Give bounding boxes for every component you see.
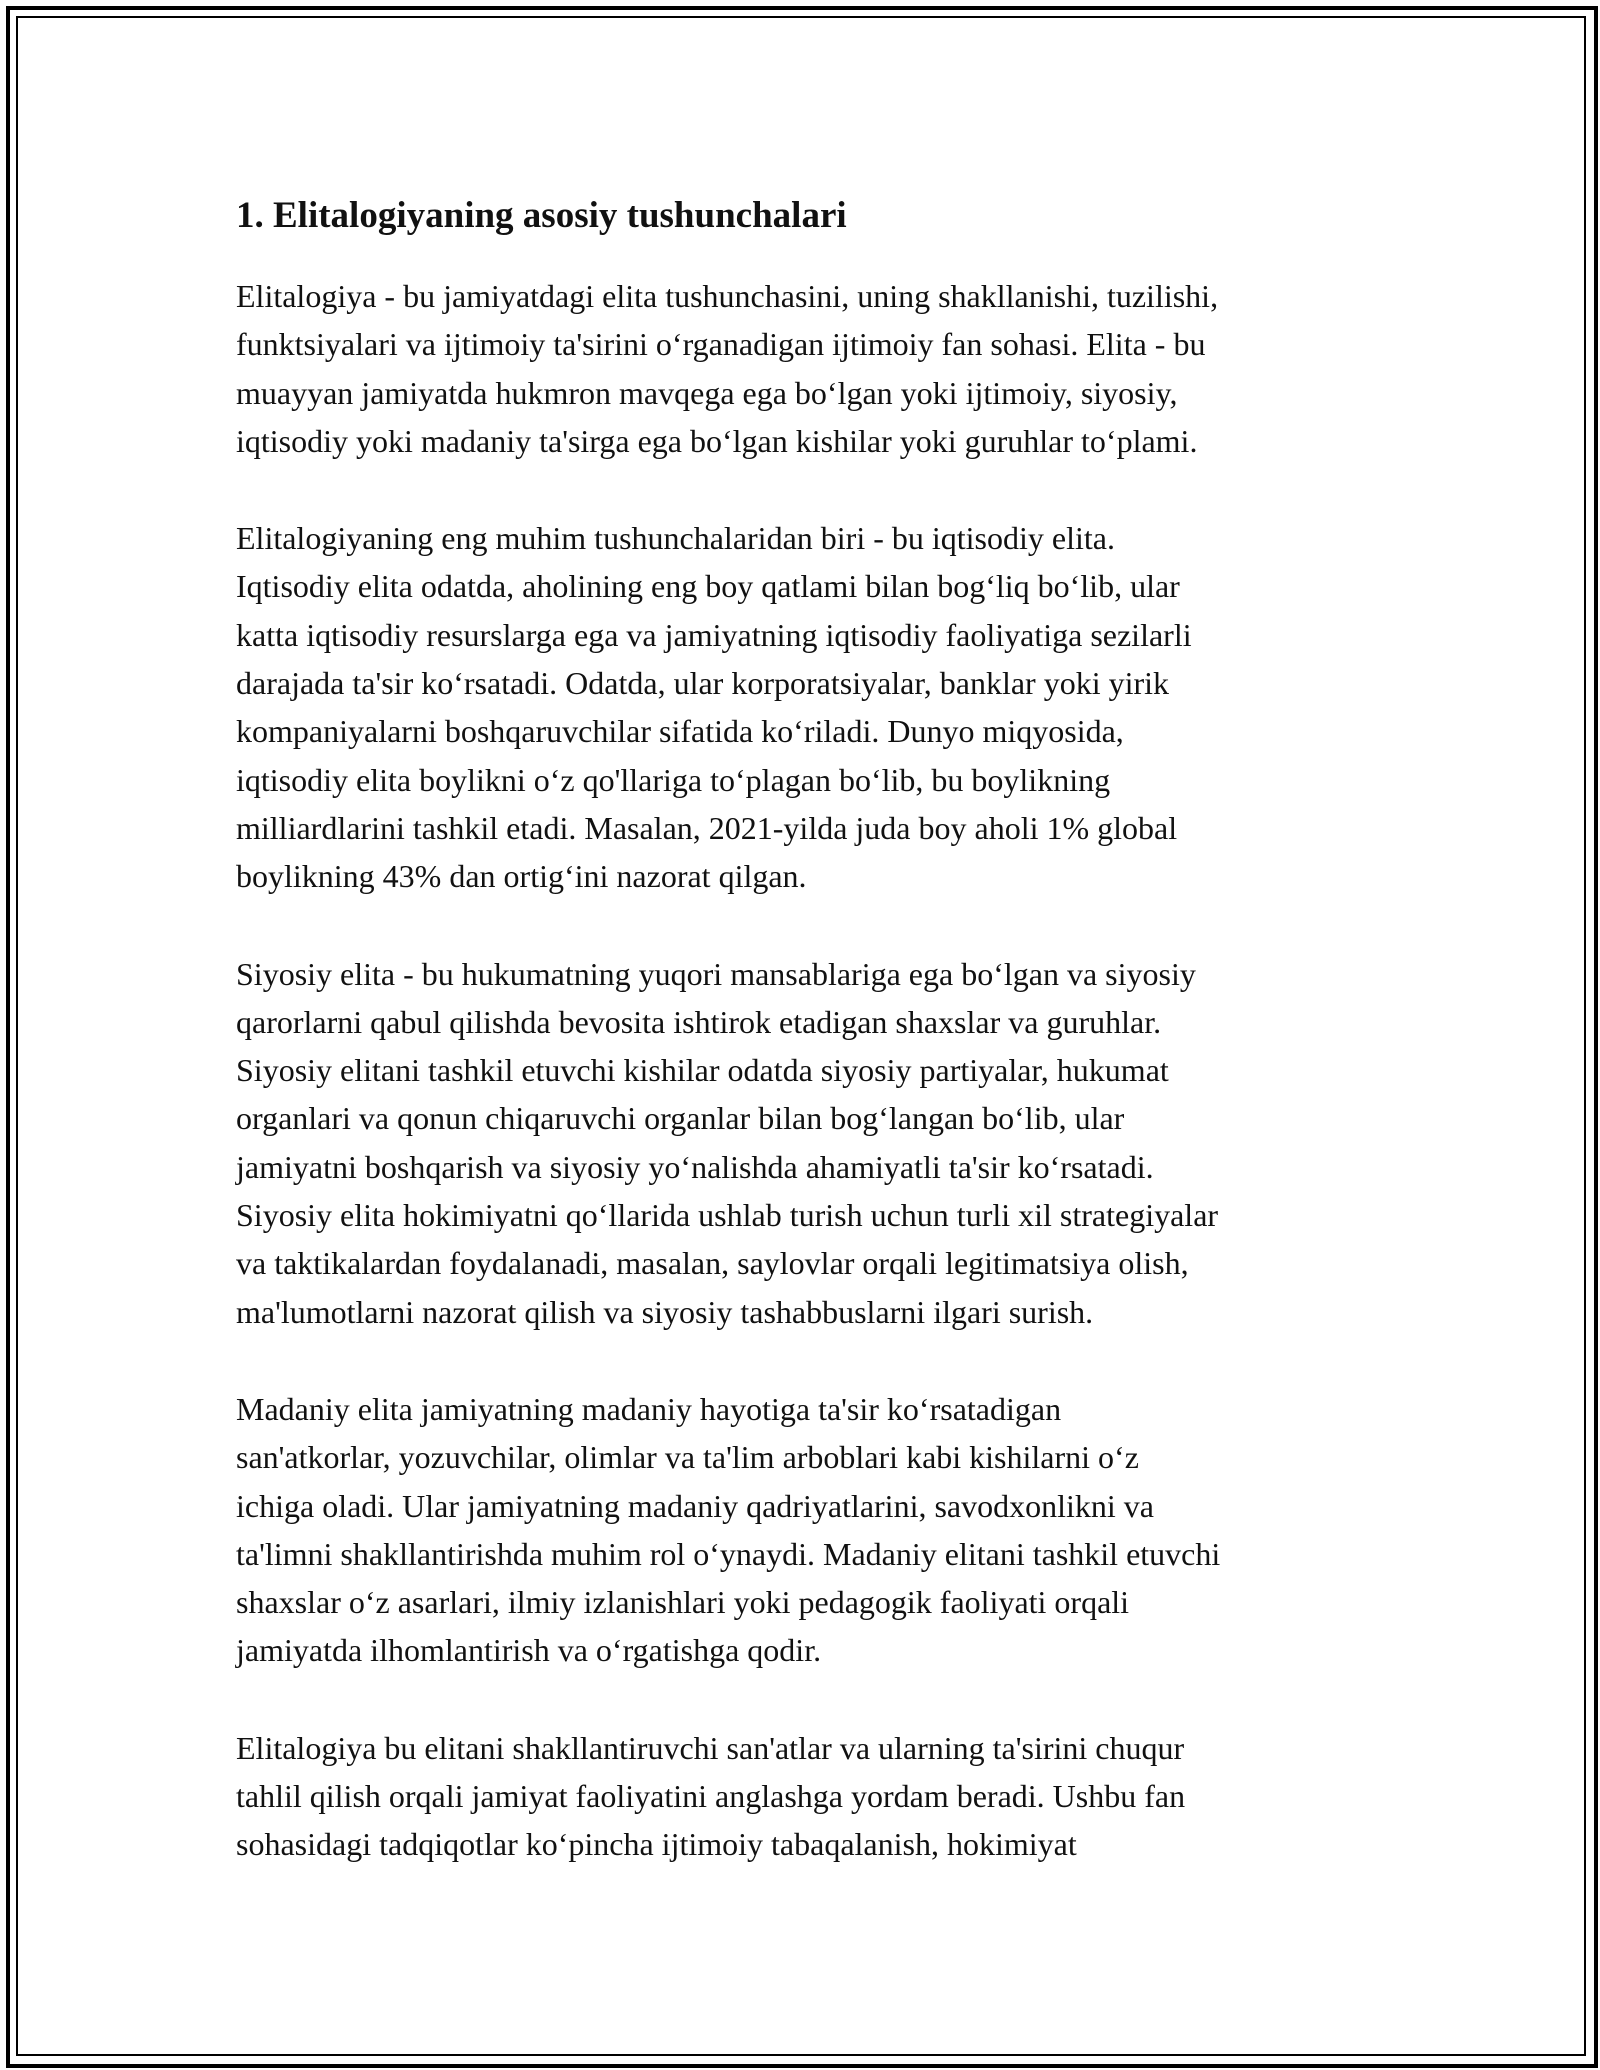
text-line: ta'limni shakllantirishda muhim rol oʻynaydi. Madaniy elitani tashkil etuvchi bbox=[236, 1535, 1221, 1572]
text-line: muayyan jamiyatda hukmron mavqega ega boʻlgan yoki ijtimoiy, siyosiy, bbox=[236, 374, 1178, 411]
text-line: boylikning 43% dan ortigʻini nazorat qilgan. bbox=[236, 858, 807, 895]
text-line: Iqtisodiy elita odatda, aholining eng boy qatlami bilan bogʻliq boʻlib, ular bbox=[236, 568, 1180, 605]
text-line: funktsiyalari va ijtimoiy ta'sirini oʻrganadigan ijtimoiy fan sohasi. Elita - bu bbox=[236, 326, 1206, 363]
text-line: Elitalogiyaning eng muhim tushunchalaridan biri - bu iqtisodiy elita. bbox=[236, 520, 1115, 557]
text-line: va taktikalardan foydalanadi, masalan, saylovlar orqali legitimatsiya olish, bbox=[236, 1245, 1189, 1282]
paragraph-list bbox=[236, 272, 1376, 1869]
paragraph bbox=[236, 950, 1376, 1336]
section-heading: 1. Elitalogiyaning asosiy tushunchalari bbox=[236, 195, 847, 236]
text-line: tahlil qilish orqali jamiyat faoliyatini anglashga yordam beradi. Ushbu fan bbox=[236, 1778, 1186, 1815]
text-line: san'atkorlar, yozuvchilar, olimlar va ta'lim arboblari kabi kishilarni oʻz bbox=[236, 1439, 1139, 1476]
text-line: qarorlarni qabul qilishda bevosita ishtirok etadigan shaxslar va guruhlar. bbox=[236, 1003, 1162, 1040]
text-line: Siyosiy elita - bu hukumatning yuqori mansablariga ega boʻlgan va siyosiy bbox=[236, 955, 1196, 992]
text-line: ma'lumotlarni nazorat qilish va siyosiy tashabbuslarni ilgari surish. bbox=[236, 1293, 1094, 1330]
text-line: organlari va qonun chiqaruvchi organlar bilan bogʻlangan boʻlib, ular bbox=[236, 1100, 1125, 1137]
text-line: Madaniy elita jamiyatning madaniy hayotiga ta'sir koʻrsatadigan bbox=[236, 1390, 1062, 1427]
text-line: milliardlarini tashkil etadi. Masalan, 2021-yilda juda boy aholi 1% global bbox=[236, 809, 1178, 846]
text-line: Siyosiy elitani tashkil etuvchi kishilar odatda siyosiy partiyalar, hukumat bbox=[236, 1052, 1169, 1089]
paragraph bbox=[236, 1724, 1376, 1869]
text-line: Siyosiy elita hokimiyatni qoʻllarida ushlab turish uchun turli xil strategiyalar bbox=[236, 1197, 1219, 1234]
text-line: Elitalogiya bu elitani shakllantiruvchi san'atlar va ularning ta'sirini chuqur bbox=[236, 1729, 1185, 1766]
text-line: sohasidagi tadqiqotlar koʻpincha ijtimoiy tabaqalanish, hokimiyat bbox=[236, 1826, 1077, 1863]
text-line: ichiga oladi. Ular jamiyatning madaniy qadriyatlarini, savodxonlikni va bbox=[236, 1487, 1154, 1524]
text-line: shaxslar oʻz asarlari, ilmiy izlanishlari yoki pedagogik faoliyati orqali bbox=[236, 1584, 1130, 1621]
text-line: iqtisodiy yoki madaniy ta'sirga ega boʻlgan kishilar yoki guruhlar toʻplami. bbox=[236, 422, 1198, 459]
paragraph bbox=[236, 1385, 1376, 1675]
text-line: jamiyatda ilhomlantirish va oʻrgatishga qodir. bbox=[236, 1632, 822, 1669]
text-line: kompaniyalarni boshqaruvchilar sifatida koʻriladi. Dunyo miqyosida, bbox=[236, 713, 1124, 750]
text-line: darajada ta'sir koʻrsatadi. Odatda, ular korporatsiyalar, banklar yoki yirik bbox=[236, 665, 1170, 702]
document-body bbox=[236, 180, 1376, 1918]
text-line: katta iqtisodiy resurslarga ega va jamiyatning iqtisodiy faoliyatiga sezilarli bbox=[236, 616, 1192, 653]
paragraph bbox=[236, 514, 1376, 900]
text-line: Elitalogiya - bu jamiyatdagi elita tushunchasini, uning shakllanishi, tuzilishi, bbox=[236, 278, 1219, 314]
paragraph bbox=[236, 272, 1376, 465]
text-line: iqtisodiy elita boylikni oʻz qo'llariga toʻplagan boʻlib, bu boylikning bbox=[236, 761, 1111, 798]
text-line: jamiyatni boshqarish va siyosiy yoʻnalishda ahamiyatli ta'sir koʻrsatadi. bbox=[236, 1148, 1154, 1185]
